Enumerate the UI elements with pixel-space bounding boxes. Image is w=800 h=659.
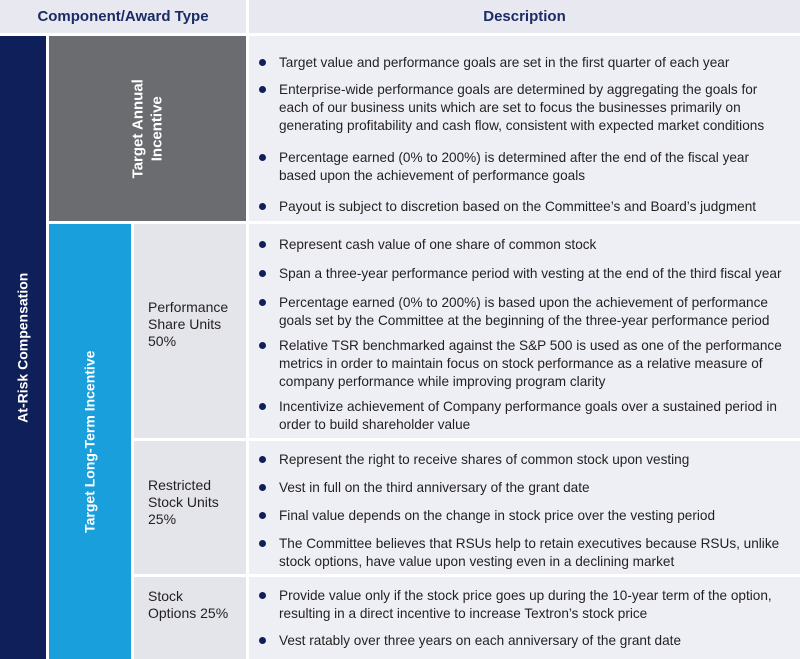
at-risk-compensation-label [0, 36, 46, 659]
psu-bullet: Represent cash value of one share of common stock [249, 236, 800, 254]
annual-incentive-description [249, 36, 800, 221]
rsu-bullet: Represent the right to receive shares of common stock upon vesting [249, 451, 800, 469]
options-bullet: Provide value only if the stock price goes up during the 10-year term of the option, resulting in a direct incentive to increase Textron’s stock price [249, 587, 800, 623]
psu-description [249, 224, 800, 438]
stock-options-description [249, 577, 800, 659]
at-risk-compensation-text: At-Risk Compensation [14, 272, 31, 423]
rsu-bullet: The Committee believes that RSUs help to retain executives because RSUs, unlike stock options, have value upon vesting even in a declining market [249, 535, 800, 571]
annual-bullet: Payout is subject to discretion based on the Committee’s and Board’s judgment [249, 198, 800, 216]
target-annual-incentive-label [49, 36, 246, 221]
target-annual-incentive-text: Target Annual Incentive [128, 78, 165, 179]
rsu-description [249, 441, 800, 574]
rsu-label: Restricted Stock Units 25% [148, 477, 219, 527]
psu-label-cell [134, 224, 246, 438]
psu-label: Performance Share Units 50% [148, 299, 229, 349]
header-component-award-type: Component/Award Type [0, 0, 246, 33]
header-description: Description [249, 0, 800, 33]
stock-options-label: Stock Options 25% [148, 588, 229, 621]
psu-bullet: Span a three-year performance period with vesting at the end of the third fiscal year [249, 265, 800, 283]
psu-bullet: Percentage earned (0% to 200%) is based upon the achievement of performance goals set by the Committee at the beginning of the three-year performance period [249, 294, 800, 330]
target-long-term-incentive-label [49, 224, 131, 659]
psu-bullet: Incentivize achievement of Company performance goals over a sustained period in order to build shareholder value [249, 398, 800, 434]
rsu-bullet: Vest in full on the third anniversary of the grant date [249, 479, 800, 497]
annual-bullet: Percentage earned (0% to 200%) is determined after the end of the fiscal year based upon the achievement of performance goals [249, 149, 800, 185]
psu-bullet: Relative TSR benchmarked against the S&P 500 is used as one of the performance metrics in order to maintain focus on stock performance as a relative measure of company performance while improving program clarity [249, 337, 800, 390]
rsu-label-cell [134, 441, 246, 574]
annual-bullet: Target value and performance goals are set in the first quarter of each year [249, 54, 800, 72]
options-bullet: Vest ratably over three years on each anniversary of the grant date [249, 632, 800, 650]
rsu-bullet: Final value depends on the change in stock price over the vesting period [249, 507, 800, 525]
annual-bullet: Enterprise-wide performance goals are determined by aggregating the goals for each of our business units which are set to focus the businesses primarily on generating profitability and cash flow, consistent with expected market conditions [249, 81, 800, 134]
target-long-term-incentive-text: Target Long-Term Incentive [81, 350, 98, 533]
stock-options-label-cell [134, 577, 246, 659]
